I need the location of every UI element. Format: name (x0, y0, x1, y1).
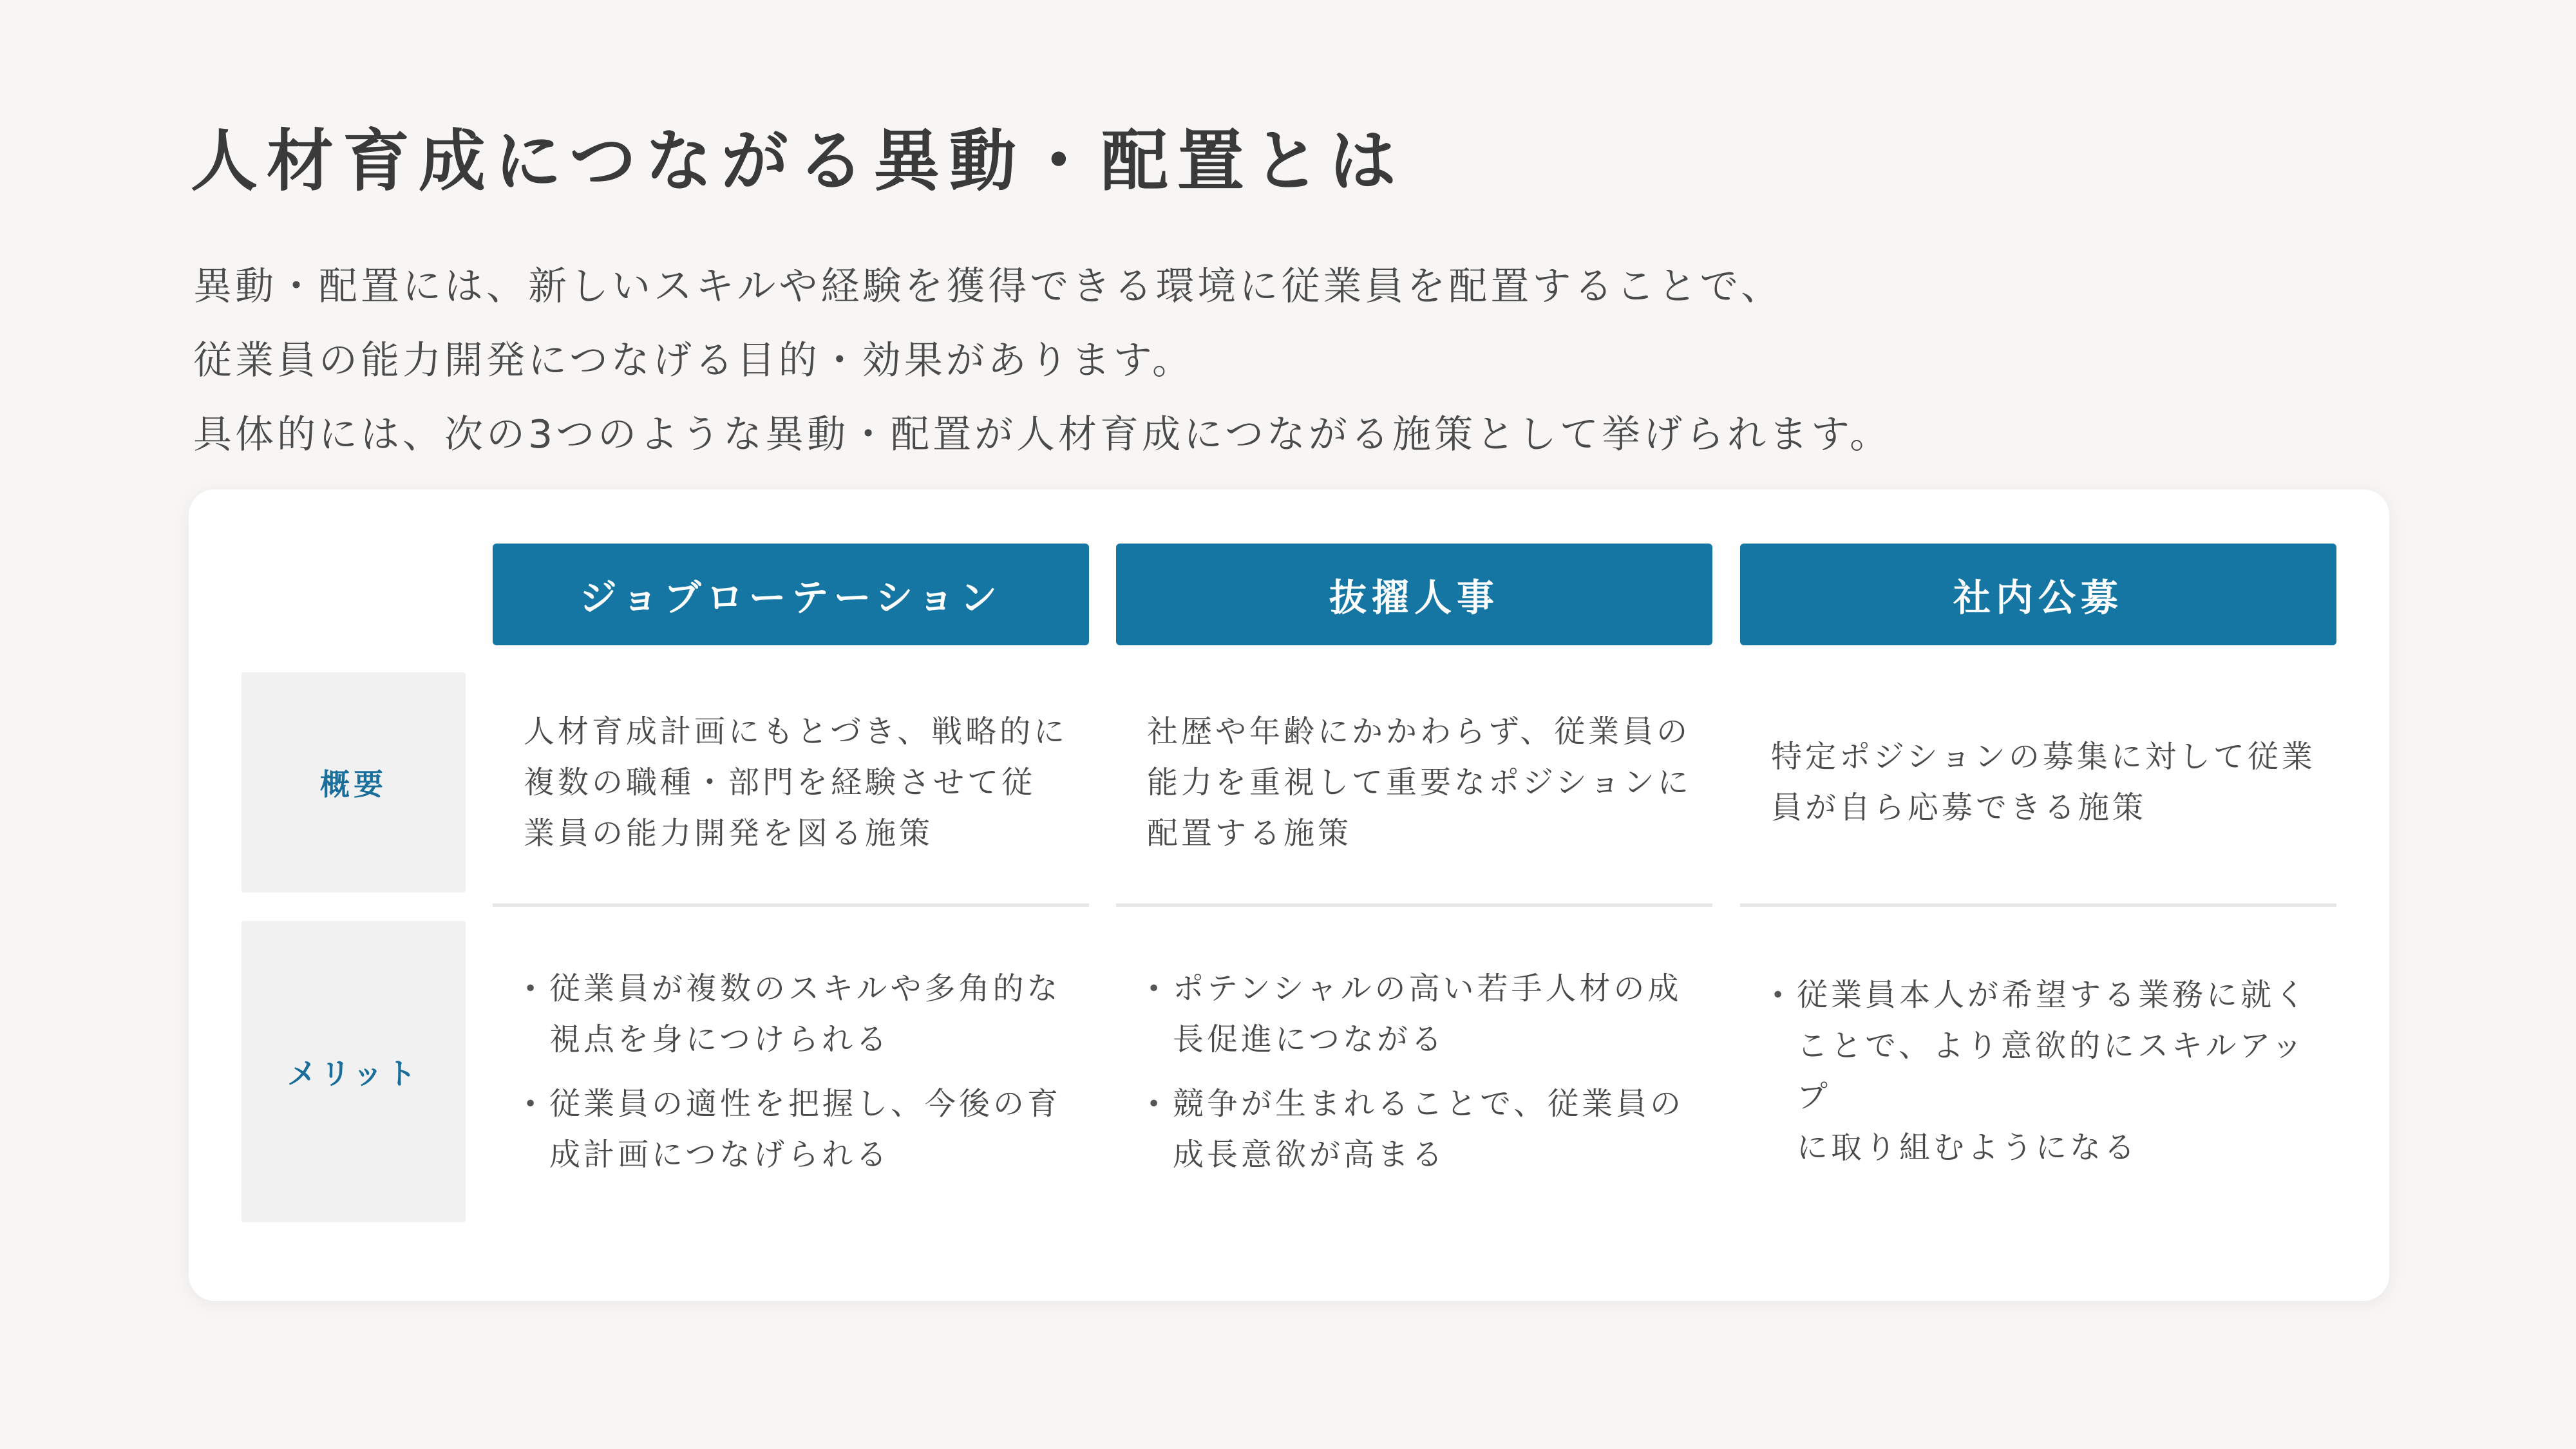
intro-line: 従業員の能力開発につなげる目的・効果があります。 (193, 338, 1194, 383)
summary-line: 配置する施策 (1147, 815, 1352, 851)
summary-cell-internal-recruitment (1740, 672, 2336, 893)
column-header-job-rotation: ジョブローテーション (493, 544, 1089, 645)
merit-cell-internal-recruitment (1740, 921, 2336, 1222)
summary-line: 能力を重視して重要なポジションに (1147, 764, 1692, 800)
merit-list (1771, 970, 2324, 1173)
merit-item: • 従業員の適性を把握し、今後の育 成計画につなげられる (524, 1079, 1061, 1180)
intro-text (193, 250, 1891, 472)
column-header-internal-recruitment: 社内公募 (1740, 544, 2336, 645)
merit-item: • 競争が生まれることで、従業員の 成長意欲が高まる (1147, 1079, 1684, 1180)
merit-item: • 従業員が複数のスキルや多角的な 視点を身につけられる (524, 963, 1061, 1065)
merit-cell-job-rotation (493, 921, 1089, 1222)
row-divider (1116, 904, 1712, 907)
page-title: 人材育成につながる異動・配置とは (191, 122, 1405, 200)
comparison-table (189, 489, 2389, 1301)
merit-item: • ポテンシャルの高い若手人材の成 長促進につながる (1147, 963, 1684, 1065)
summary-line: 複数の職種・部門を経験させて従 (524, 764, 1036, 800)
summary-line: 社歴や年齢にかかわらず、従業員の (1147, 713, 1691, 750)
summary-cell-job-rotation (493, 672, 1089, 893)
row-header-merit: メリット (242, 921, 466, 1222)
merit-list (524, 963, 1061, 1180)
merit-cell-promotion (1116, 921, 1712, 1222)
merit-item: • 従業員本人が希望する業務に就く ことで、より意欲的にスキルアップ に取り組むようになる (1771, 970, 2324, 1173)
summary-line: 員が自ら応募できる施策 (1771, 790, 2147, 826)
summary-line: 特定ポジションの募集に対して従業 (1771, 739, 2316, 775)
summary-cell-promotion (1116, 672, 1712, 893)
row-header-summary: 概要 (242, 672, 466, 893)
merit-list (1147, 963, 1684, 1180)
summary-line: 人材育成計画にもとづき、戦略的に (524, 713, 1068, 750)
intro-line: 具体的には、次の3つのような異動・配置が人材育成につながる施策として挙げられます。 (193, 412, 1892, 457)
summary-line: 業員の能力開発を図る施策 (524, 815, 934, 851)
row-divider (493, 904, 1089, 907)
intro-line: 異動・配置には、新しいスキルや経験を獲得できる環境に従業員を配置することで、 (193, 264, 1783, 309)
column-header-promotion: 抜擢人事 (1116, 544, 1712, 645)
row-divider (1740, 904, 2336, 907)
